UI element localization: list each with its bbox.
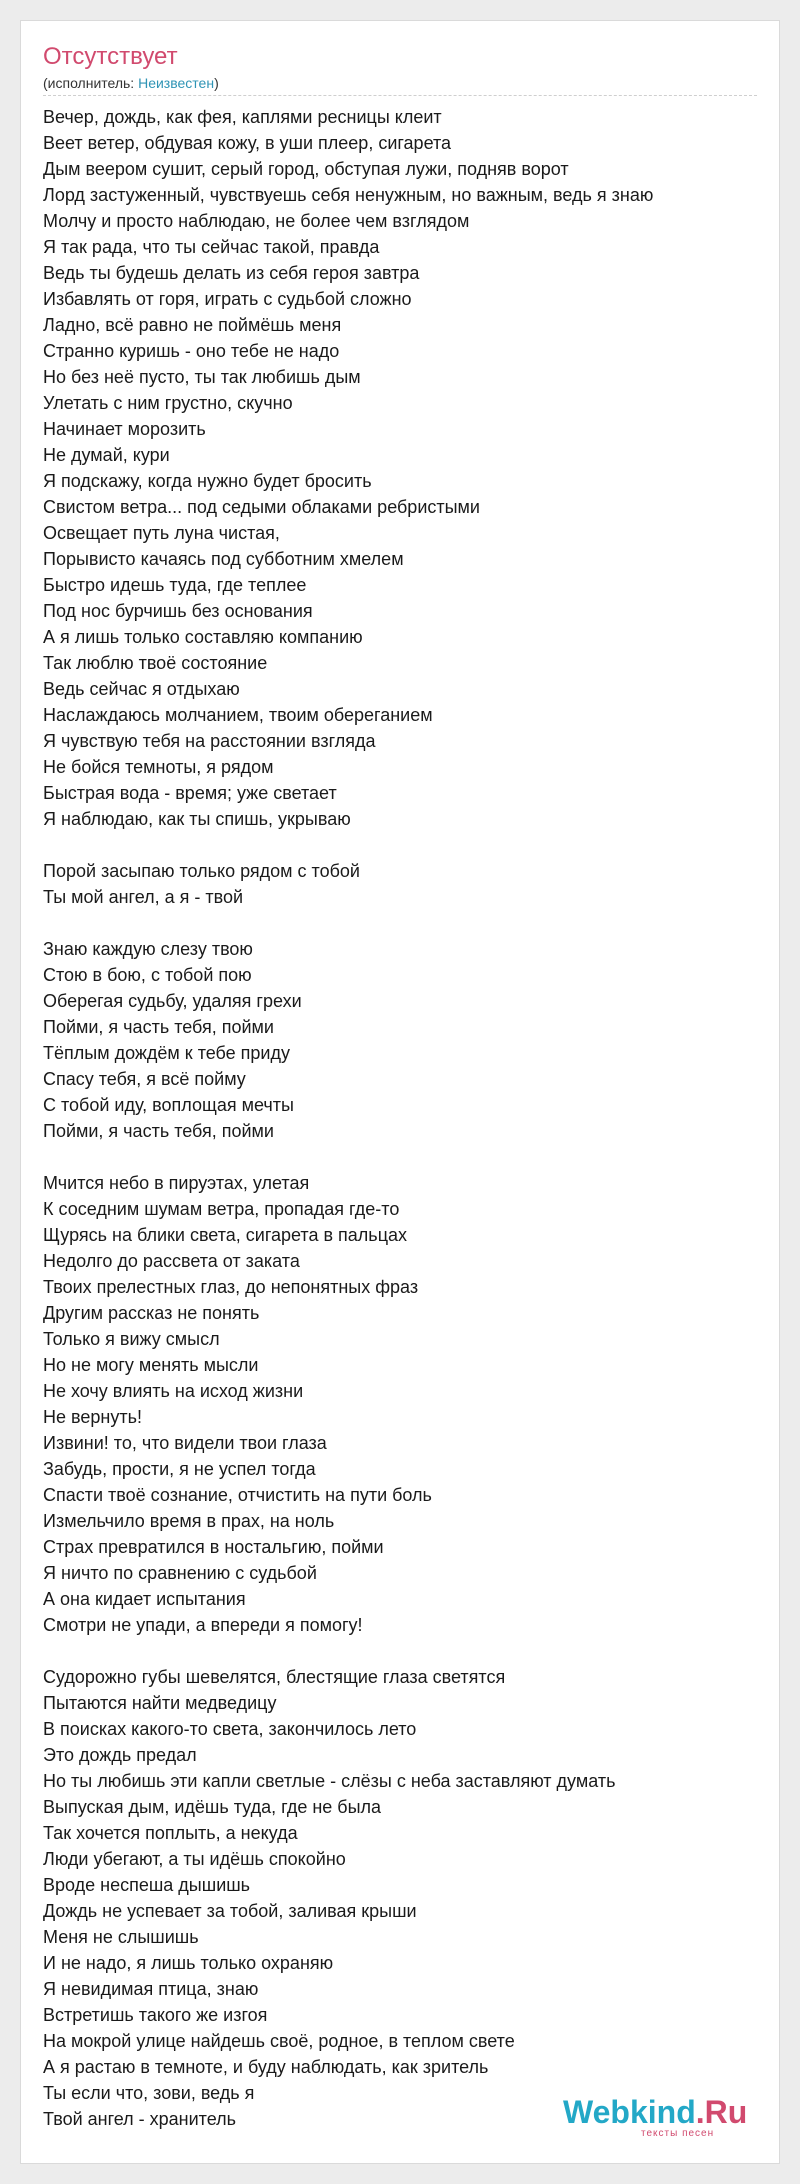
lyric-line: Не бойся темноты, я рядом <box>43 757 274 777</box>
lyric-line: Знаю каждую слезу твою <box>43 939 253 959</box>
lyric-line: Ведь ты будешь делать из себя героя завтра <box>43 263 420 283</box>
lyric-line: Пойми, я часть тебя, пойми <box>43 1017 274 1037</box>
artist-line <box>43 73 219 93</box>
lyric-line: Ты мой ангел, а я - твой <box>43 887 244 907</box>
stanza-break <box>43 910 763 936</box>
lyric-line: Вечер, дождь, как фея, каплями ресницы клеит <box>43 107 442 127</box>
lyric-line: Избавлять от горя, играть с судьбой сложно <box>43 289 412 309</box>
lyric-line: Спасти твоё сознание, отчистить на пути боль <box>43 1485 432 1505</box>
lyric-line: Свистом ветра... под седыми облаками ребристыми <box>43 497 480 517</box>
lyric-line: Ты если что, зови, ведь я <box>43 2083 255 2103</box>
title-divider <box>43 95 757 96</box>
logo-wordmark <box>563 2094 747 2130</box>
lyric-line: Но без неё пусто, ты так любишь дым <box>43 367 361 387</box>
lyric-line: Улетать с ним грустно, скучно <box>43 393 293 413</box>
lyric-line: Вроде неспеша дышишь <box>43 1875 251 1895</box>
lyric-line: Дождь не успевает за тобой, заливая крыши <box>43 1901 417 1921</box>
lyric-line: Но не могу менять мысли <box>43 1355 259 1375</box>
lyric-line: Смотри не упади, а впереди я помогу! <box>43 1615 363 1635</box>
lyric-line: Страх превратился в ностальгию, пойми <box>43 1537 384 1557</box>
lyric-line: Веет ветер, обдувая кожу, в уши плеер, сигарета <box>43 133 452 153</box>
lyric-line: Мчится небо в пируэтах, улетая <box>43 1173 310 1193</box>
lyric-line: Я ничто по сравнению с судьбой <box>43 1563 317 1583</box>
lyric-line: Дым веером сушит, серый город, обступая лужи, подняв ворот <box>43 159 569 179</box>
lyric-line: Оберегая судьбу, удаляя грехи <box>43 991 302 1011</box>
lyric-line: Забудь, прости, я не успел тогда <box>43 1459 316 1479</box>
lyric-line: Только я вижу смысл <box>43 1329 220 1349</box>
lyric-line: Судорожно губы шевелятся, блестящие глаза светятся <box>43 1667 506 1687</box>
artist-prefix: (исполнитель: <box>43 75 139 91</box>
lyric-line: Наслаждаюсь молчанием, твоим оберeганием <box>43 705 433 725</box>
stanza-break <box>43 1144 763 1170</box>
lyric-line: Порывисто качаясь под субботним хмелем <box>43 549 404 569</box>
lyric-line: И не надо, я лишь только охраняю <box>43 1953 334 1973</box>
lyric-line: Стою в бою, с тобой пою <box>43 965 252 985</box>
lyric-line: Ведь сейчас я отдыхаю <box>43 679 240 699</box>
lyric-line: Выпуская дым, идёшь туда, где не была <box>43 1797 382 1817</box>
lyric-line: Быстрая вода - время; уже светает <box>43 783 337 803</box>
lyric-line: Измельчило время в прах, на ноль <box>43 1511 335 1531</box>
lyric-line: Не думай, кури <box>43 445 170 465</box>
lyric-line: Под нос бурчишь без основания <box>43 601 313 621</box>
lyric-line: Молчу и просто наблюдаю, не более чем взглядом <box>43 211 470 231</box>
lyric-line: Лорд застуженный, чувствуешь себя ненужным, но важным, ведь я знаю <box>43 185 654 205</box>
lyric-line: Не хочу влиять на исход жизни <box>43 1381 304 1401</box>
lyric-line: Порой засыпаю только рядом с тобой <box>43 861 360 881</box>
lyric-line: Ладно, всё равно не поймёшь меня <box>43 315 342 335</box>
artist-suffix: ) <box>214 75 219 91</box>
lyric-line: Но ты любишь эти капли светлые - слёзы с неба заставляют думать <box>43 1771 616 1791</box>
lyric-line: Я невидимая птица, знаю <box>43 1979 259 1999</box>
lyric-line: Это дождь предал <box>43 1745 197 1765</box>
lyrics-body <box>43 104 763 2132</box>
lyric-line: Не вернуть! <box>43 1407 142 1427</box>
lyric-line: Встретишь такого же изгоя <box>43 2005 268 2025</box>
song-title: Отсутствует <box>43 43 178 70</box>
stanza-break <box>43 1638 763 1664</box>
lyrics-card <box>20 20 780 2164</box>
lyric-line: Начинает морозить <box>43 419 206 439</box>
lyric-line: Пытаются найти медведицу <box>43 1693 277 1713</box>
lyric-line: Извини! то, что видели твои глаза <box>43 1433 327 1453</box>
lyric-line: Я так рада, что ты сейчас такой, правда <box>43 237 380 257</box>
stanza-break <box>43 832 763 858</box>
lyric-line: В поисках какого-то света, закончилось лето <box>43 1719 417 1739</box>
lyric-line: Меня не слышишь <box>43 1927 199 1947</box>
lyric-line: Тёплым дождём к тебе приду <box>43 1043 290 1063</box>
lyric-line: Я чувствую тебя на расстоянии взгляда <box>43 731 376 751</box>
lyric-line: Пойми, я часть тебя, пойми <box>43 1121 274 1141</box>
lyric-line: Так хочется поплыть, а некуда <box>43 1823 298 1843</box>
lyric-line: Освещает путь луна чистая, <box>43 523 280 543</box>
lyric-line: Я подскажу, когда нужно будет бросить <box>43 471 372 491</box>
artist-link[interactable]: Неизвестен <box>138 75 215 91</box>
lyric-line: Щурясь на блики света, сигарета в пальцах <box>43 1225 408 1245</box>
lyric-line: А она кидает испытания <box>43 1589 246 1609</box>
lyric-line: С тобой иду, воплощая мечты <box>43 1095 294 1115</box>
lyric-line: Недолго до рассвета от заката <box>43 1251 300 1271</box>
lyric-line: Другим рассказ не понять <box>43 1303 260 1323</box>
lyric-line: На мокрой улице найдешь своё, родное, в теплом свете <box>43 2031 515 2051</box>
lyric-line: Так люблю твоё состояние <box>43 653 268 673</box>
lyric-line: Твой ангел - хранитель <box>43 2109 237 2129</box>
lyric-line: Быстро идешь туда, где теплее <box>43 575 307 595</box>
lyric-line: А я лишь только составляю компанию <box>43 627 363 647</box>
logo-word: Webkind <box>563 2094 696 2130</box>
lyric-line: Спасу тебя, я всё пойму <box>43 1069 246 1089</box>
lyric-line: Люди убегают, а ты идёшь спокойно <box>43 1849 346 1869</box>
logo-tagline: тексты песен <box>641 2128 715 2139</box>
site-logo[interactable] <box>563 2094 763 2146</box>
logo-tld: .Ru <box>695 2094 748 2130</box>
lyric-line: Твоих прелестных глаз, до непонятных фраз <box>43 1277 419 1297</box>
lyric-line: К соседним шумам ветра, пропадая где-то <box>43 1199 400 1219</box>
lyric-line: Я наблюдаю, как ты спишь, укрываю <box>43 809 351 829</box>
lyric-line: А я растаю в темноте, и буду наблюдать, как зритель <box>43 2057 489 2077</box>
lyric-line: Странно куришь - оно тебе не надо <box>43 341 340 361</box>
